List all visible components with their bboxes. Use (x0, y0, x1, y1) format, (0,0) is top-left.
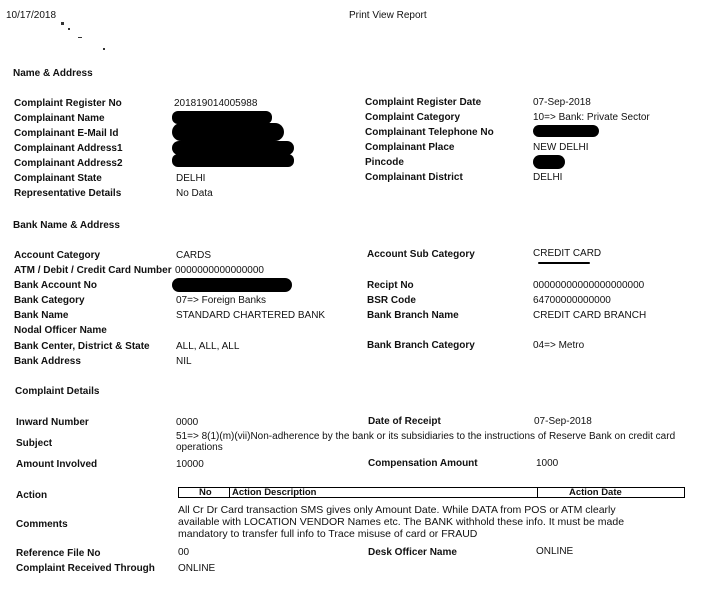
redaction-mark (172, 278, 292, 292)
reference-file-label: Reference File No (16, 548, 101, 559)
desk-officer-label: Desk Officer Name (368, 547, 457, 558)
complainant-name-label: Complainant Name (14, 113, 105, 124)
bank-center-value: ALL, ALL, ALL (176, 341, 240, 352)
register-date-label: Complaint Register Date (365, 97, 482, 108)
receipt-date-value: 07-Sep-2018 (534, 416, 592, 427)
redaction-mark (172, 123, 284, 141)
section-complaint-details: Complaint Details (15, 386, 100, 397)
scan-speck (68, 28, 70, 30)
subject-label: Subject (16, 438, 53, 449)
compensation-amount-value: 1000 (536, 458, 559, 469)
representative-label: Representative Details (14, 188, 122, 199)
account-category-value: CARDS (176, 250, 212, 261)
amount-involved-label: Amount Involved (16, 459, 98, 470)
branch-name-label: Bank Branch Name (367, 310, 459, 321)
bank-category-label: Bank Category (14, 295, 85, 306)
bank-address-label: Bank Address (14, 356, 81, 367)
representative-value: No Data (176, 188, 213, 199)
receipt-date-label: Date of Receipt (368, 416, 441, 427)
bank-address-value: NIL (176, 356, 192, 367)
action-table (178, 487, 685, 498)
compensation-amount-label: Compensation Amount (368, 458, 478, 469)
column-divider (537, 488, 538, 497)
redaction-mark (172, 141, 294, 155)
scan-speck (78, 37, 82, 38)
action-col-description: Action Description (232, 487, 317, 498)
received-through-value: ONLINE (178, 563, 216, 574)
complainant-place-label: Complainant Place (365, 142, 455, 153)
register-no-label: Complaint Register No (14, 98, 122, 109)
register-no-value: 201819014005988 (174, 98, 258, 109)
account-sub-category-value: CREDIT CARD (533, 248, 602, 259)
column-divider (229, 488, 230, 497)
register-date-value: 07-Sep-2018 (533, 97, 591, 108)
bank-name-value: STANDARD CHARTERED BANK (176, 310, 326, 321)
bank-category-value: 07=> Foreign Banks (176, 295, 267, 306)
card-number-value: 0000000000000000 (175, 265, 264, 276)
receipt-no-value: 00000000000000000000 (533, 280, 645, 291)
complaint-category-value: 10=> Bank: Private Sector (533, 112, 650, 123)
card-number-label: ATM / Debit / Credit Card Number (14, 265, 172, 276)
inward-number-label: Inward Number (16, 417, 89, 428)
bsr-code-value: 64700000000000 (533, 295, 611, 306)
redaction-mark (172, 154, 294, 167)
pen-stroke (538, 262, 590, 264)
bsr-code-label: BSR Code (367, 295, 416, 306)
amount-involved-value: 10000 (176, 459, 204, 470)
branch-category-value: 04=> Metro (533, 340, 585, 351)
desk-officer-value: ONLINE (536, 546, 574, 557)
comments-value: All Cr Dr Card transaction SMS gives only Amount Date. While DATA from POS or ATM clearly available with LOCATION VENDOR Names etc. The BANK withhold these info. It must be made mandatory to transfer full info to Trace misuse of card or FRAUD (178, 504, 625, 540)
receipt-no-label: Recipt No (367, 280, 414, 291)
redaction-mark (533, 125, 599, 137)
account-no-label: Bank Account No (14, 280, 97, 291)
district-label: Complainant District (365, 172, 463, 183)
section-name-address: Name & Address (13, 68, 93, 79)
state-value: DELHI (176, 173, 206, 184)
branch-category-label: Bank Branch Category (367, 340, 475, 351)
comments-label: Comments (16, 519, 68, 530)
account-sub-category-label: Account Sub Category (367, 249, 475, 260)
telephone-label: Complainant Telephone No (365, 127, 494, 138)
bank-center-label: Bank Center, District & State (14, 341, 150, 352)
account-category-label: Account Category (14, 250, 101, 261)
bank-name-label: Bank Name (14, 310, 69, 321)
state-label: Complainant State (14, 173, 102, 184)
inward-number-value: 0000 (176, 417, 199, 428)
address1-label: Complainant Address1 (14, 143, 123, 154)
scan-speck (103, 48, 105, 50)
nodal-officer-label: Nodal Officer Name (14, 325, 107, 336)
scan-speck (61, 22, 64, 25)
section-bank-name-address: Bank Name & Address (13, 220, 120, 231)
complaint-category-label: Complaint Category (365, 112, 461, 123)
address2-label: Complainant Address2 (14, 158, 123, 169)
redaction-mark (533, 155, 565, 169)
district-value: DELHI (533, 172, 563, 183)
action-col-date: Action Date (569, 487, 622, 498)
subject-value: 51=> 8(1)(m)(vii)Non-adherence by the bank or its subsidiaries to the instructions of Reserve Bank on credit card operations (176, 431, 676, 453)
action-label: Action (16, 490, 48, 501)
report-title: Print View Report (349, 10, 427, 21)
action-col-no: No (199, 487, 212, 498)
branch-name-value: CREDIT CARD BRANCH (533, 310, 647, 321)
report-date: 10/17/2018 (6, 10, 57, 21)
pincode-label: Pincode (365, 157, 404, 168)
received-through-label: Complaint Received Through (16, 563, 155, 574)
complainant-place-value: NEW DELHI (533, 142, 589, 153)
reference-file-value: 00 (178, 547, 190, 558)
email-label: Complainant E-Mail Id (14, 128, 119, 139)
